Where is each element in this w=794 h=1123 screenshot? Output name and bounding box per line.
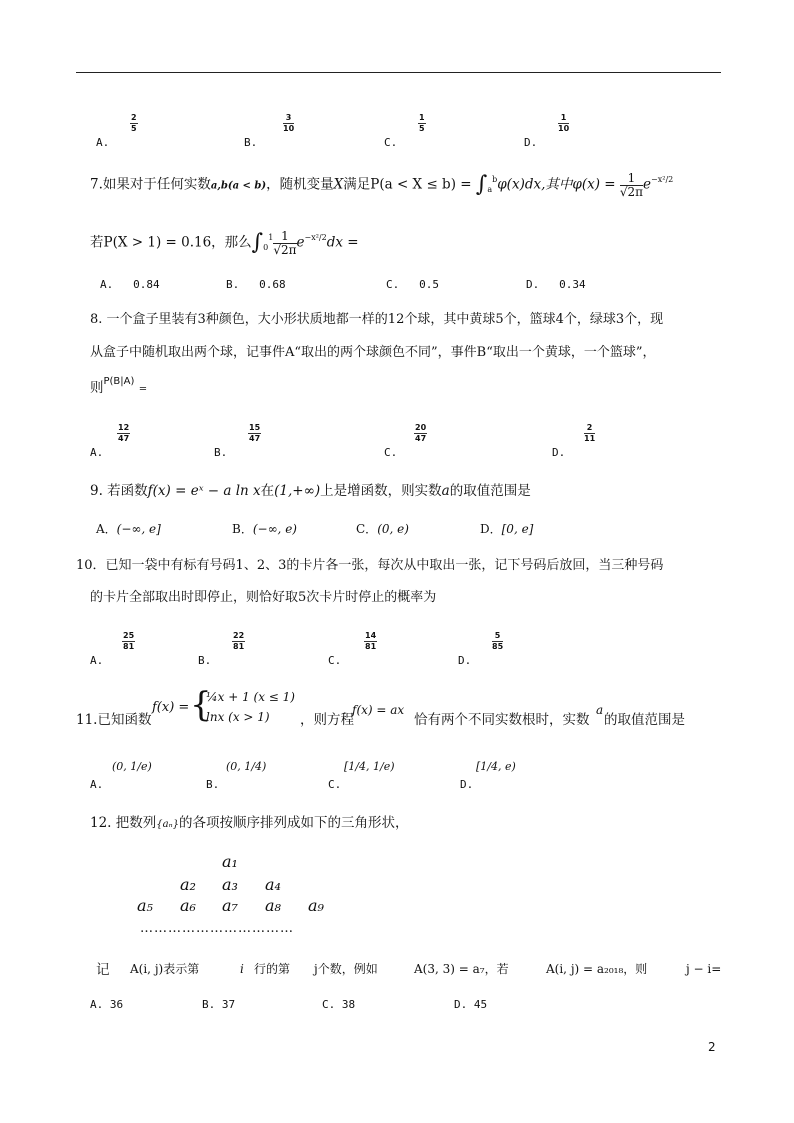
q11-option-a-letter: A. xyxy=(90,778,104,791)
triangle-a5: a₅ xyxy=(137,896,153,915)
q9-option-d: D．[0, e] xyxy=(480,522,534,536)
q7-line1: 7.如果对于任何实数a,b(a < b)，随机变量X满足$P(a < X \le b) = \int_a^b\varphi(x)dx$,其中φ(x) = $\frac{1}{√2\pi}$ $e^{-x^2/2}$ xyxy=(90,171,674,199)
q6-option-d-letter: D. xyxy=(524,136,538,149)
q7-line2: 若P(X > 1) = 0.16，那么$\int_0^1$ $\frac{1}{√2\pi}$ $e^{-x^2/2}dx$ = xyxy=(90,229,359,257)
q11-option-c-letter: C. xyxy=(328,778,342,791)
q6-option-c-fraction: 1 5 xyxy=(419,113,425,133)
q12-ask: j − i= xyxy=(686,962,722,976)
q12-i: i xyxy=(240,962,244,976)
q12-A: A(i, j)表示第 xyxy=(130,962,200,976)
q9-line: 9. 若函数f(x) = eˣ − a ln x在(1,+∞)上是增函数，则实数a的取值范围是 xyxy=(90,483,531,499)
q12-ji: 记 xyxy=(96,962,110,978)
q10-option-b-fraction: 22 81 xyxy=(233,631,245,651)
q11-brace: { xyxy=(190,685,212,725)
q8-line2: 从盒子中随机取出两个球，记事件A“取出的两个球颜色不同”，事件B“取出一个黄球，一个篮球”， xyxy=(90,345,656,360)
q10-option-c-fraction: 14 81 xyxy=(365,631,377,651)
q7-frac: $\frac{1}{√2\pi}$ xyxy=(619,171,644,199)
q9-option-c: C．(0, e) xyxy=(356,522,409,536)
q6-option-b-fraction: 3 10 xyxy=(283,113,295,133)
header-rule xyxy=(76,72,721,73)
q8-option-a-fraction: 12 47 xyxy=(118,423,130,443)
triangle-a7: a₇ xyxy=(222,896,238,915)
q10-option-d-letter: D. xyxy=(458,654,472,667)
q8-option-a-letter: A. xyxy=(90,446,104,459)
q9-option-a: A．(−∞, e] xyxy=(96,522,161,536)
triangle-a1: a₁ xyxy=(222,852,238,871)
q10-line2: 的卡片全部取出时即停止，则恰好取5次卡片时停止的概率为 xyxy=(90,590,437,605)
q7-frac-2: $\frac{1}{√2\pi}$ xyxy=(273,229,297,257)
q10-option-a-fraction: 25 81 xyxy=(123,631,135,651)
q6-option-a-letter: A. xyxy=(96,136,110,149)
q6-option-c-letter: C. xyxy=(384,136,398,149)
q12-condition: A(i, j) = a₂₀₁₈，则 xyxy=(546,962,648,976)
integral-sign-2: ∫ xyxy=(251,230,264,255)
q6-option-b-letter: B. xyxy=(244,136,258,149)
q11-case2: lnx (x > 1) xyxy=(206,710,270,724)
q8-option-b-fraction: 15 47 xyxy=(249,423,261,443)
q11-option-d-letter: D. xyxy=(460,778,474,791)
q8-option-d-fraction: 2 11 xyxy=(584,423,596,443)
q11-equation: f(x) = ax xyxy=(352,703,405,717)
q12-example: A(3, 3) = a₇，若 xyxy=(414,962,509,976)
q10-option-b-letter: B. xyxy=(198,654,212,667)
triangle-dots: …………………………… xyxy=(140,921,294,936)
q12-j: j个数，例如 xyxy=(314,962,378,976)
q10-option-a-letter: A. xyxy=(90,654,104,667)
q7-option-b: B. 0.68 xyxy=(226,278,286,291)
triangle-a9: a₉ xyxy=(308,896,324,915)
q11-option-b-letter: B. xyxy=(206,778,220,791)
q12-line: 12. 把数列{aₙ}的各项按顺序排列成如下的三角形状， xyxy=(90,815,409,831)
triangle-a6: a₆ xyxy=(180,896,196,915)
q6-option-d-fraction: 1 10 xyxy=(558,113,570,133)
triangle-a4: a₄ xyxy=(265,875,281,894)
q11-text: 恰有两个不同实数根时，实数 xyxy=(414,712,590,728)
q8-line3: 则$^{P(B|A)}$ = xyxy=(90,376,148,396)
q10-option-d-fraction: 5 85 xyxy=(492,631,504,651)
q10-line1: 10．已知一袋中有标有号码1、2、3的卡片各一张，每次从中取出一张，记下号码后放回，当三种号码 xyxy=(76,558,664,573)
q11-option-d-value: [1/4, e) xyxy=(476,760,516,773)
q11-option-a-value: (0, 1/e) xyxy=(112,760,152,773)
q11-mid: ，则方程 xyxy=(300,712,354,728)
triangle-a8: a₈ xyxy=(265,896,281,915)
q8-option-d-letter: D. xyxy=(552,446,566,459)
q12-option-d: D. 45 xyxy=(454,998,488,1011)
q11-var: a xyxy=(596,703,604,717)
q8-option-c-fraction: 20 47 xyxy=(415,423,427,443)
q12-option-a: A. 36 xyxy=(90,998,124,1011)
q11-fx: f(x) = xyxy=(152,700,190,715)
q10-option-c-letter: C. xyxy=(328,654,342,667)
q12-row: 行的第 xyxy=(254,962,291,976)
q11-option-b-value: (0, 1/4) xyxy=(226,760,267,773)
q12-option-b: B. 37 xyxy=(202,998,236,1011)
triangle-a3: a₃ xyxy=(222,875,238,894)
integral-sign: ∫ xyxy=(475,172,488,197)
q9-option-b: B．(−∞, e) xyxy=(232,522,297,536)
q11-prefix: 11.已知函数 xyxy=(76,712,152,728)
q7-option-a: A. 0.84 xyxy=(100,278,160,291)
q11-option-c-value: [1/4, 1/e) xyxy=(344,760,395,773)
q7-option-d: D. 0.34 xyxy=(526,278,586,291)
q8-line1: 8. 一个盒子里装有3种颜色，大小形状质地都一样的12个球，其中黄球5个，篮球4个，绿球3个，现 xyxy=(90,312,664,327)
q11-suffix: 的取值范围是 xyxy=(604,712,685,728)
q6-option-a-fraction: 2 5 xyxy=(131,113,137,133)
q11-case1: ¼x + 1 (x ≤ 1) xyxy=(206,690,295,704)
q8-option-b-letter: B. xyxy=(214,446,228,459)
triangle-a2: a₂ xyxy=(180,875,196,894)
q7-option-c: C. 0.5 xyxy=(386,278,439,291)
page-number: 2 xyxy=(708,1040,716,1054)
q8-option-c-letter: C. xyxy=(384,446,398,459)
q12-option-c: C. 38 xyxy=(322,998,356,1011)
